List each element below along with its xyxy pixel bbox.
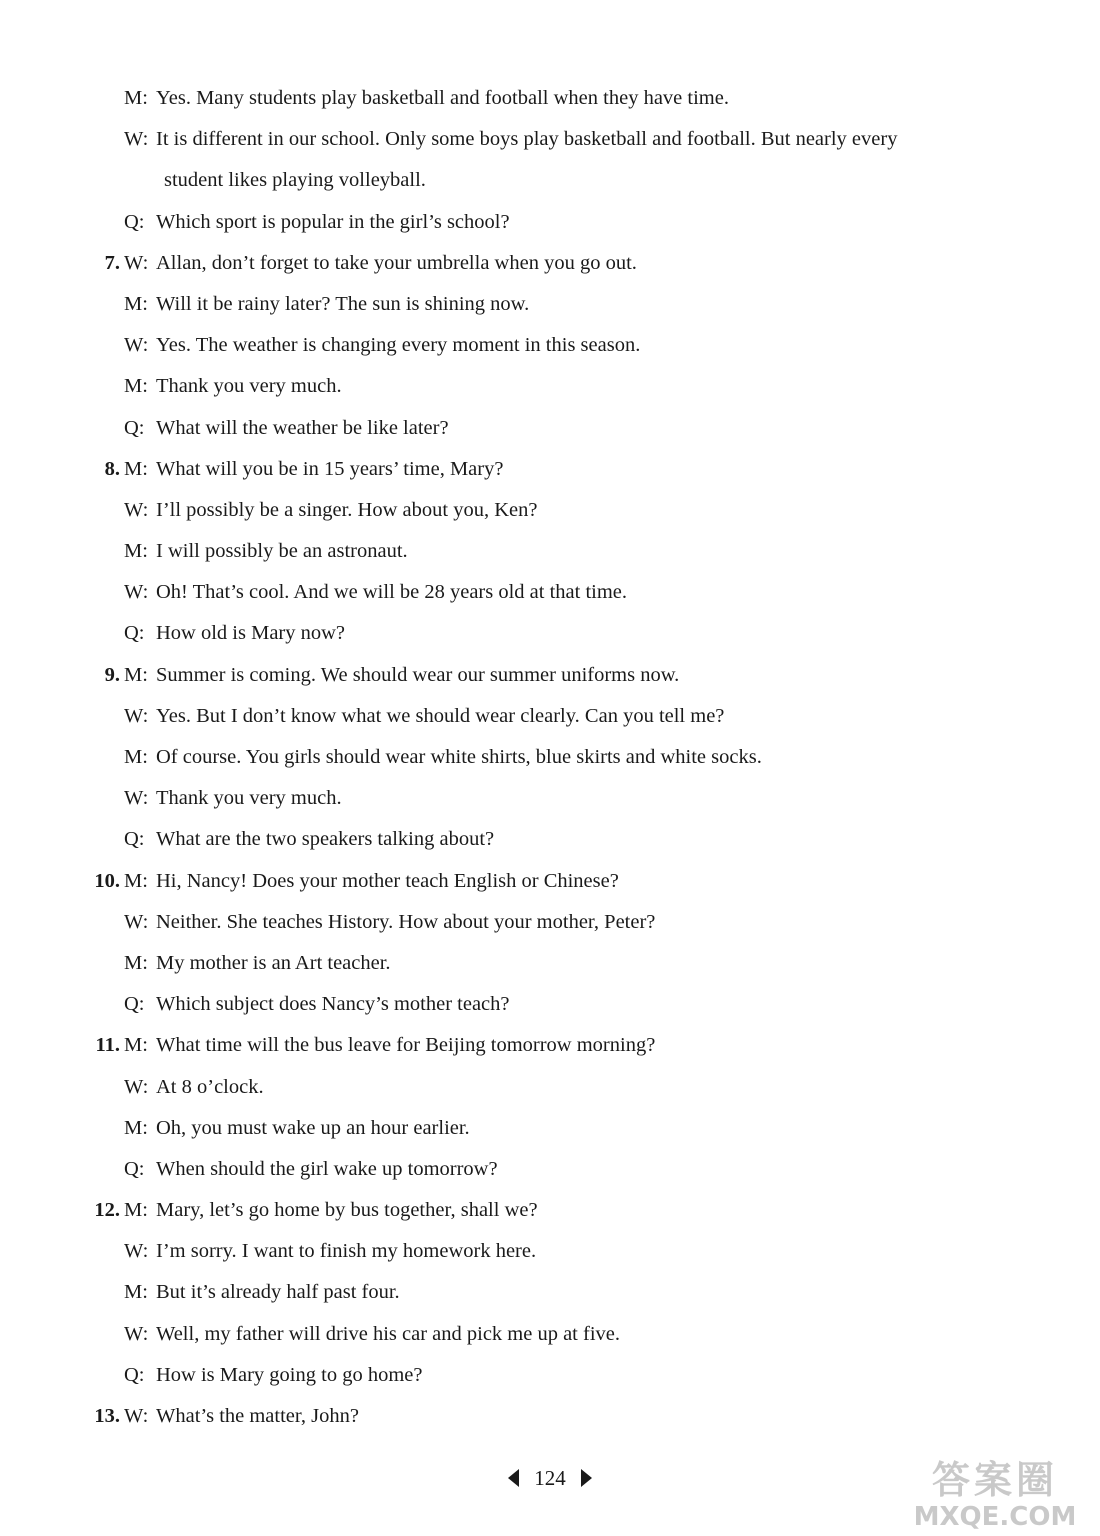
speaker-label: M: bbox=[124, 663, 148, 686]
transcript-line bbox=[0, 1314, 1100, 1355]
transcript-line bbox=[0, 1272, 1100, 1313]
transcript-line bbox=[0, 1067, 1100, 1108]
dialogue-turn bbox=[124, 202, 510, 243]
watermark-url: MXQE.COM bbox=[913, 1502, 1077, 1532]
speaker-label: Q: bbox=[124, 1363, 145, 1386]
dialogue-turn bbox=[124, 819, 494, 860]
transcript-line bbox=[0, 902, 1100, 943]
speaker-label: M: bbox=[124, 1116, 148, 1139]
dialogue-text: I will possibly be an astronaut. bbox=[156, 540, 408, 563]
dialogue-text: Will it be rainy later? The sun is shining now. bbox=[156, 292, 530, 315]
dialogue-text: How old is Mary now? bbox=[156, 622, 346, 645]
dialogue-text: What are the two speakers talking about? bbox=[156, 828, 495, 851]
watermark-chinese: 答案圈 bbox=[931, 1458, 1058, 1502]
dialogue-turn bbox=[124, 902, 655, 943]
transcript-line bbox=[0, 1396, 1100, 1437]
dialogue-turn bbox=[124, 119, 897, 160]
transcript-line bbox=[0, 243, 1100, 284]
transcript-line bbox=[0, 778, 1100, 819]
dialogue-text: At 8 o’clock. bbox=[156, 1075, 264, 1098]
dialogue-turn bbox=[124, 408, 449, 449]
transcript-line bbox=[0, 531, 1100, 572]
dialogue-text: It is different in our school. Only some boys play basketball and football. But nearly every bbox=[156, 128, 898, 151]
speaker-label: Q: bbox=[124, 210, 145, 233]
transcript-line bbox=[0, 1149, 1100, 1190]
speaker-label: Q: bbox=[124, 622, 145, 645]
transcript-line bbox=[0, 696, 1100, 737]
transcript-line bbox=[0, 613, 1100, 654]
dialogue-text: Which subject does Nancy’s mother teach? bbox=[156, 993, 510, 1016]
page-number: 124 bbox=[534, 1466, 566, 1491]
dialogue-turn bbox=[124, 366, 342, 407]
speaker-label: M: bbox=[124, 87, 148, 109]
dialogue-turn bbox=[124, 572, 627, 613]
dialogue-continuation: student likes playing volleyball. bbox=[164, 169, 426, 192]
transcript-line bbox=[0, 1355, 1100, 1396]
dialogue-text: What time will the bus leave for Beijing tomorrow morning? bbox=[156, 1034, 656, 1057]
dialogue-turn bbox=[124, 1108, 470, 1149]
dialogue-turn bbox=[124, 778, 342, 819]
transcript-line bbox=[0, 1108, 1100, 1149]
dialogue-turn bbox=[124, 861, 619, 902]
dialogue-text: How is Mary going to go home? bbox=[156, 1363, 423, 1386]
speaker-label: Q: bbox=[124, 828, 145, 851]
dialogue-text: Oh, you must wake up an hour earlier. bbox=[156, 1116, 470, 1139]
dialogue-turn bbox=[124, 531, 408, 572]
dialogue-turn bbox=[124, 1231, 536, 1272]
transcript-line bbox=[0, 737, 1100, 778]
transcript-line bbox=[0, 202, 1100, 243]
watermark bbox=[900, 1458, 1090, 1532]
dialogue-turn bbox=[124, 737, 762, 778]
dialogue-text: I’m sorry. I want to finish my homework here. bbox=[156, 1240, 537, 1263]
dialogue-turn bbox=[124, 1396, 359, 1437]
dialogue-text: But it’s already half past four. bbox=[156, 1281, 400, 1304]
transcript-line bbox=[0, 449, 1100, 490]
speaker-label: M: bbox=[124, 746, 148, 768]
transcript-line bbox=[0, 943, 1100, 984]
speaker-label: W: bbox=[124, 787, 149, 810]
dialogue-text: What will the weather be like later? bbox=[156, 416, 449, 439]
speaker-label: Q: bbox=[124, 993, 145, 1016]
dialogue-text: Allan, don’t forget to take your umbrella when you go out. bbox=[156, 251, 637, 274]
dialogue-text: What’s the matter, John? bbox=[156, 1405, 359, 1427]
dialogue-text: My mother is an Art teacher. bbox=[156, 951, 391, 974]
dialogue-text: Thank you very much. bbox=[156, 375, 342, 398]
dialogue-turn bbox=[124, 984, 510, 1025]
transcript-line bbox=[0, 572, 1100, 613]
speaker-label: M: bbox=[124, 457, 148, 480]
speaker-label: W: bbox=[124, 128, 149, 151]
question-number: 13. bbox=[94, 1405, 120, 1427]
question-number: 12. bbox=[94, 1199, 120, 1222]
dialogue-text: Well, my father will drive his car and pick me up at five. bbox=[156, 1322, 621, 1345]
dialogue-turn bbox=[124, 284, 529, 325]
dialogue-turn bbox=[124, 325, 640, 366]
speaker-label: W: bbox=[124, 1322, 149, 1345]
dialogue-turn bbox=[124, 1314, 620, 1355]
dialogue-text: Thank you very much. bbox=[156, 787, 342, 810]
dialogue-turn bbox=[124, 78, 729, 119]
transcript-line bbox=[0, 408, 1100, 449]
dialogue-text: Of course. You girls should wear white shirts, blue skirts and white socks. bbox=[156, 746, 762, 768]
dialogue-text: When should the girl wake up tomorrow? bbox=[156, 1157, 498, 1180]
dialogue-text: Mary, let’s go home by bus together, shall we? bbox=[156, 1199, 538, 1222]
speaker-label: W: bbox=[124, 910, 149, 933]
speaker-label: M: bbox=[124, 540, 148, 563]
dialogue-turn bbox=[124, 449, 503, 490]
transcript-line bbox=[0, 1231, 1100, 1272]
prev-page-arrow-icon bbox=[508, 1469, 519, 1487]
dialogue-turn bbox=[124, 1272, 400, 1313]
dialogue-turn bbox=[124, 1149, 498, 1190]
dialogue-turn bbox=[124, 655, 679, 696]
dialogue-text: Yes. The weather is changing every moment in this season. bbox=[156, 334, 641, 357]
speaker-label: M: bbox=[124, 1199, 148, 1222]
speaker-label: W: bbox=[124, 498, 149, 521]
question-number: 11. bbox=[95, 1034, 120, 1057]
dialogue-turn bbox=[124, 613, 345, 654]
transcript-line bbox=[0, 366, 1100, 407]
speaker-label: M: bbox=[124, 375, 148, 398]
question-number: 10. bbox=[94, 869, 120, 892]
speaker-label: M: bbox=[124, 951, 148, 974]
speaker-label: M: bbox=[124, 869, 148, 892]
dialogue-turn bbox=[124, 243, 637, 284]
speaker-label: M: bbox=[124, 1034, 148, 1057]
dialogue-turn bbox=[124, 696, 724, 737]
question-number: 9. bbox=[104, 663, 120, 686]
transcript-line bbox=[0, 325, 1100, 366]
transcript-line bbox=[0, 78, 1100, 119]
transcript-line bbox=[0, 655, 1100, 696]
speaker-label: M: bbox=[124, 292, 148, 315]
transcript-line bbox=[0, 819, 1100, 860]
speaker-label: Q: bbox=[124, 416, 145, 439]
speaker-label: W: bbox=[124, 704, 149, 727]
dialogue-turn bbox=[124, 1067, 264, 1108]
dialogue-text: Yes. Many students play basketball and football when they have time. bbox=[156, 87, 729, 109]
dialogue-turn bbox=[124, 1190, 538, 1231]
speaker-label: W: bbox=[124, 1405, 149, 1427]
dialogue-text: Summer is coming. We should wear our summer uniforms now. bbox=[156, 663, 680, 686]
transcript-line bbox=[0, 284, 1100, 325]
dialogue-text: Neither. She teaches History. How about your mother, Peter? bbox=[156, 910, 656, 933]
transcript-line bbox=[0, 1025, 1100, 1066]
speaker-label: W: bbox=[124, 334, 149, 357]
speaker-label: W: bbox=[124, 1240, 149, 1263]
dialogue-text: Which sport is popular in the girl’s school? bbox=[156, 210, 510, 233]
speaker-label: W: bbox=[124, 1075, 149, 1098]
speaker-label: Q: bbox=[124, 1157, 145, 1180]
transcript bbox=[0, 78, 1100, 1437]
speaker-label: W: bbox=[124, 251, 149, 274]
transcript-line bbox=[0, 119, 1100, 160]
speaker-label: M: bbox=[124, 1281, 148, 1304]
dialogue-turn bbox=[124, 1025, 655, 1066]
dialogue-text: What will you be in 15 years’ time, Mary? bbox=[156, 457, 504, 480]
dialogue-text: I’ll possibly be a singer. How about you, Ken? bbox=[156, 498, 538, 521]
dialogue-turn bbox=[124, 490, 537, 531]
dialogue-text: Yes. But I don’t know what we should wear clearly. Can you tell me? bbox=[156, 704, 725, 727]
question-number: 8. bbox=[104, 457, 120, 480]
question-number: 7. bbox=[104, 251, 120, 274]
transcript-line bbox=[0, 490, 1100, 531]
transcript-line bbox=[0, 1190, 1100, 1231]
transcript-line bbox=[0, 984, 1100, 1025]
transcript-line bbox=[0, 861, 1100, 902]
transcript-line bbox=[0, 160, 1100, 201]
dialogue-turn bbox=[124, 943, 391, 984]
dialogue-text: Oh! That’s cool. And we will be 28 years old at that time. bbox=[156, 581, 628, 604]
dialogue-turn bbox=[124, 1355, 422, 1396]
dialogue-text: Hi, Nancy! Does your mother teach English or Chinese? bbox=[156, 869, 619, 892]
speaker-label: W: bbox=[124, 581, 149, 604]
next-page-arrow-icon bbox=[581, 1469, 592, 1487]
